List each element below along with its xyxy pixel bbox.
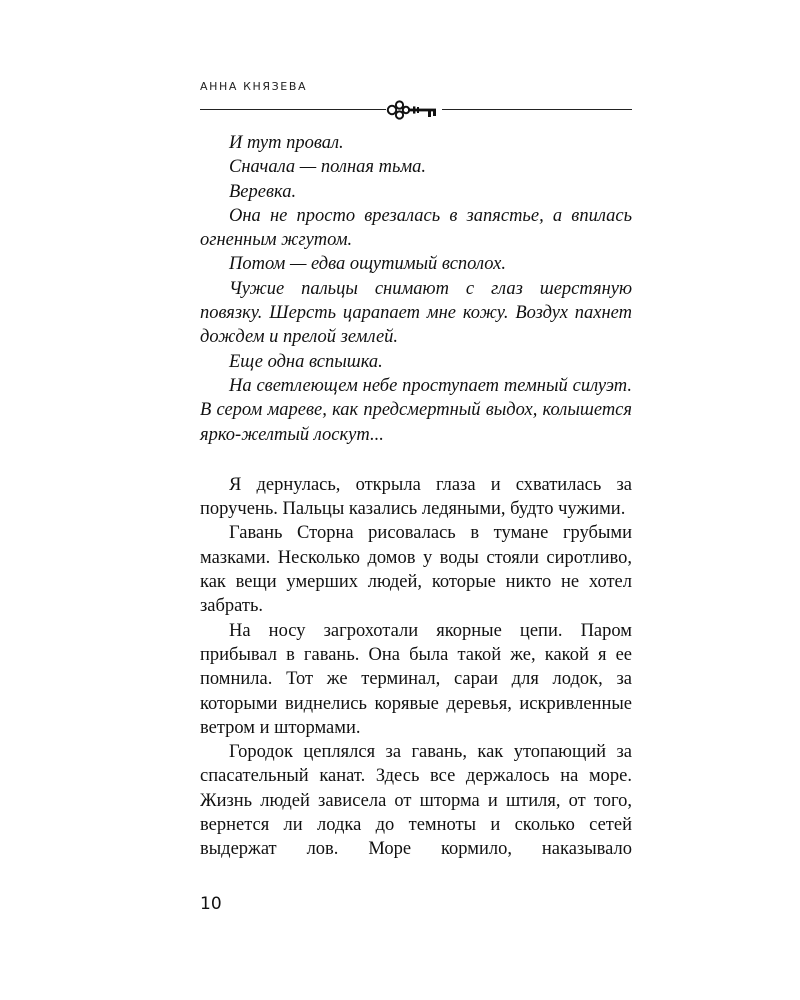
- body-passage: [200, 473, 632, 862]
- italic-paragraph: Веревка.: [229, 181, 297, 202]
- italic-paragraph: Она не просто врезалась в запястье, а впилась огненным жгутом.: [200, 205, 632, 251]
- italic-paragraph: Потом — едва ощутимый всполох.: [229, 254, 506, 275]
- body-paragraph: На носу загрохотали якорные цепи. Паром прибывал в гавань. Она была такой же, какой я ее помнила. Тот же терминал, сараи для лодок, за которыми виднелись корявые деревья, искривленные ветром и штормами.: [200, 620, 632, 738]
- page-text: [200, 131, 632, 862]
- running-header: [200, 80, 632, 120]
- italic-passage: [200, 131, 632, 447]
- running-header-author: АННА КНЯЗЕВА: [200, 80, 308, 93]
- body-paragraph: Гавань Сторна рисовалась в тумане грубыми мазками. Несколько домов у воды стояли сиротливо, как вещи умерших людей, которые никто не хотел забрать.: [200, 523, 632, 617]
- italic-paragraph: На светлеющем небе проступает темный силуэт. В сером мареве, как предсмертный выдох, колышется ярко-желтый лоскут...: [200, 375, 632, 445]
- body-paragraph: Я дернулась, открыла глаза и схватилась за поручень. Пальцы казались ледяными, будто чужими.: [200, 474, 632, 520]
- italic-paragraph: Чужие пальцы снимают с глаз шерстяную повязку. Шерсть царапает мне кожу. Воздух пахнет дождем и прелой землей.: [200, 278, 632, 348]
- italic-paragraph: Еще одна вспышка.: [229, 351, 383, 372]
- italic-paragraph: Сначала — полная тьма.: [229, 157, 427, 178]
- page-number: 10: [200, 894, 222, 914]
- italic-paragraph: И тут провал.: [229, 133, 344, 153]
- section-break: [200, 447, 632, 473]
- body-paragraph: Городок цеплялся за гавань, как утопающий за спасательный канат. Здесь все держалось на море. Жизнь людей зависела от шторма и штиля, от того, вернется ли лодка до темноты и сколько сетей выдержат лов. Море кормило, наказывало: [200, 742, 632, 860]
- key-icon: [386, 99, 442, 121]
